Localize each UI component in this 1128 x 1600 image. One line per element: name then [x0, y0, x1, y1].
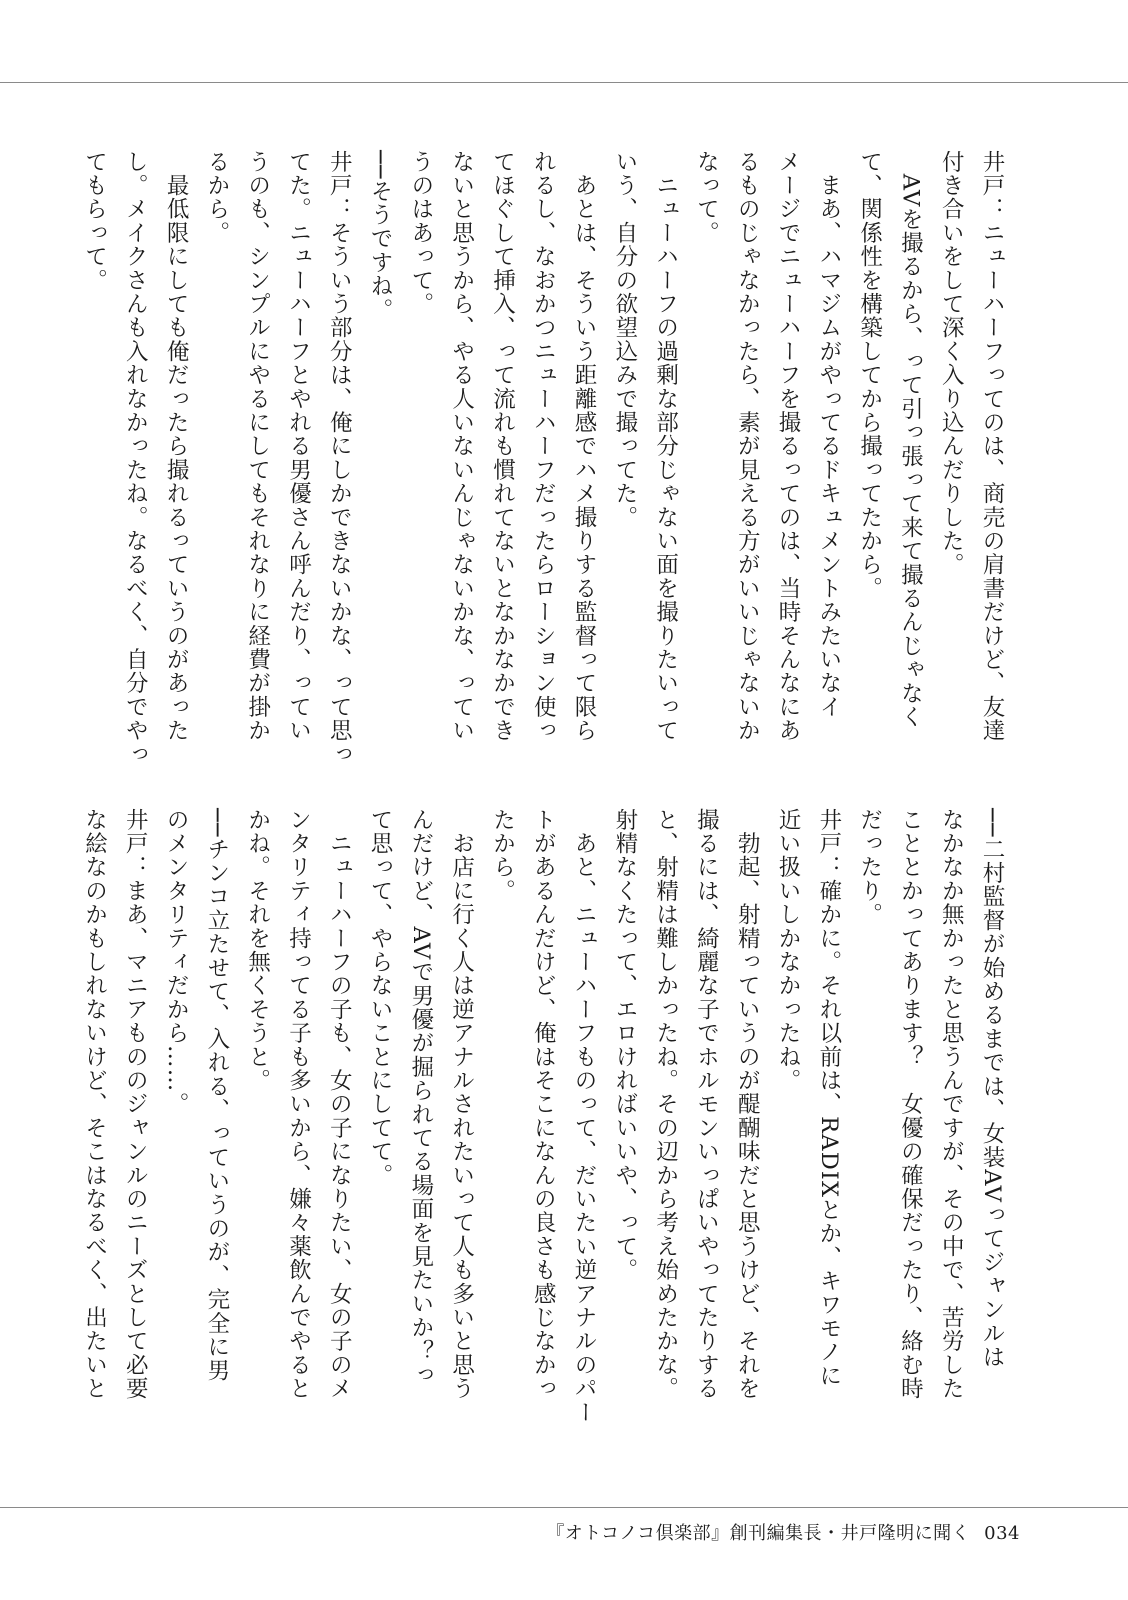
text-line: ンタリティ持ってる子も多いから、嫌々薬飲んでやると: [285, 808, 312, 1401]
text-line: 撮るには、綺麗な子でホルモンいっぱいやってたりする: [693, 808, 720, 1401]
text-line: のメンタリティだから……。: [163, 808, 190, 1117]
text-line: てた。ニューハーフとやれる男優さん呼んだり、ってい: [285, 150, 312, 743]
text-line: 付き合いをして深く入り込んだりした。: [938, 150, 965, 577]
text-line: 射精なくたって、エロければいいや、って。: [611, 808, 638, 1282]
text-line: あとは、そういう距離感でハメ撮りする監督って限ら: [571, 150, 598, 743]
text-line: るものじゃなかったら、素が見える方がいいじゃないか: [734, 150, 761, 743]
text-line: 井戸：まあ、マニアもののジャンルのニーズとして必要: [122, 808, 149, 1401]
text-line: まあ、ハマジムがやってるドキュメントみたいなイ: [815, 150, 842, 719]
text-line: なかなか無かったと思うんですが、その中で、苦労した: [938, 808, 965, 1401]
text-line: 井戸：確かに。それ以前は、RADIXとか、キワモノに: [815, 808, 842, 1388]
text-line: ──チンコ立たせて、入れる、っていうのが、完全に男: [203, 808, 230, 1383]
text-line: こととかってあります？ 女優の確保だったり、絡む時: [897, 808, 924, 1401]
text-line: AVを撮るから、って引っ張って来て撮るんじゃなく: [897, 150, 924, 729]
text-line: てもらって。: [81, 150, 108, 293]
page-footer: [546, 1519, 1020, 1545]
text-line: うのも、シンプルにやるにしてもそれなりに経費が掛か: [244, 150, 271, 743]
text-line: てほぐして挿入、って流れも慣れてないとなかなかでき: [489, 150, 516, 743]
page-number: 034: [984, 1523, 1020, 1544]
text-line: トがあるんだけど、俺はそこになんの良さも感じなかっ: [530, 808, 557, 1401]
text-line: だったり。: [856, 808, 883, 927]
text-line: し。メイクさんも入れなかったね。なるべく、自分でやっ: [122, 150, 149, 767]
text-line: な絵なのかもしれないけど、そこはなるべく、出たいと: [81, 808, 108, 1401]
text-line: て、関係性を構築してから撮ってたから。: [856, 150, 883, 601]
text-line: ──二村監督が始めるまでは、女装AVってジャンルは: [979, 808, 1005, 1369]
text-line: 近い扱いしかなかったね。: [775, 808, 802, 1093]
running-title: 『オトコノコ倶楽部』創刊編集長・井戸隆明に聞く: [546, 1523, 971, 1544]
text-line: うのはあって。: [407, 150, 434, 316]
text-line: たから。: [489, 808, 516, 903]
text-line: るから。: [203, 150, 230, 245]
text-line: 勃起、射精っていうのが醍醐味だと思うけど、それを: [734, 808, 761, 1401]
text-line: と、射精は難しかったね。その辺から考え始めたかな。: [652, 808, 679, 1401]
text-line: かね。それを無くそうと。: [244, 808, 271, 1093]
text-line: お店に行く人は逆アナルされたいって人も多いと思う: [448, 808, 475, 1401]
top-rule: [0, 82, 1128, 83]
text-line: て思って、やらないことにしてて。: [367, 808, 394, 1188]
text-line: ニューハーフの過剰な部分じゃない面を撮りたいって: [652, 150, 679, 743]
text-line: れるし、なおかつニューハーフだったらローション使っ: [530, 150, 557, 743]
upper-text-block: [81, 150, 1012, 790]
text-line: 最低限にしても俺だったら撮れるっていうのがあった: [163, 150, 190, 743]
text-line: んだけど、AVで男優が掘られてる場面を見たいか？っ: [407, 808, 434, 1387]
text-line: あと、ニューハーフものって、だいたい逆アナルのパー: [571, 808, 598, 1425]
text-line: ──そうですね。: [367, 150, 394, 322]
lower-text-block: [81, 808, 1012, 1448]
text-line: ないと思うから、やる人いないんじゃないかな、ってい: [448, 150, 475, 743]
text-line: 井戸：ニューハーフってのは、商売の肩書だけど、友達: [979, 150, 1005, 743]
text-line: なって。: [693, 150, 720, 245]
text-line: いう、自分の欲望込みで撮ってた。: [611, 150, 638, 530]
text-line: ニューハーフの子も、女の子になりたい、女の子のメ: [326, 808, 353, 1401]
text-line: メージでニューハーフを撮るってのは、当時そんなにあ: [775, 150, 802, 743]
bottom-rule: [0, 1507, 1128, 1508]
text-line: 井戸：そういう部分は、俺にしかできないかな、って思っ: [326, 150, 353, 767]
